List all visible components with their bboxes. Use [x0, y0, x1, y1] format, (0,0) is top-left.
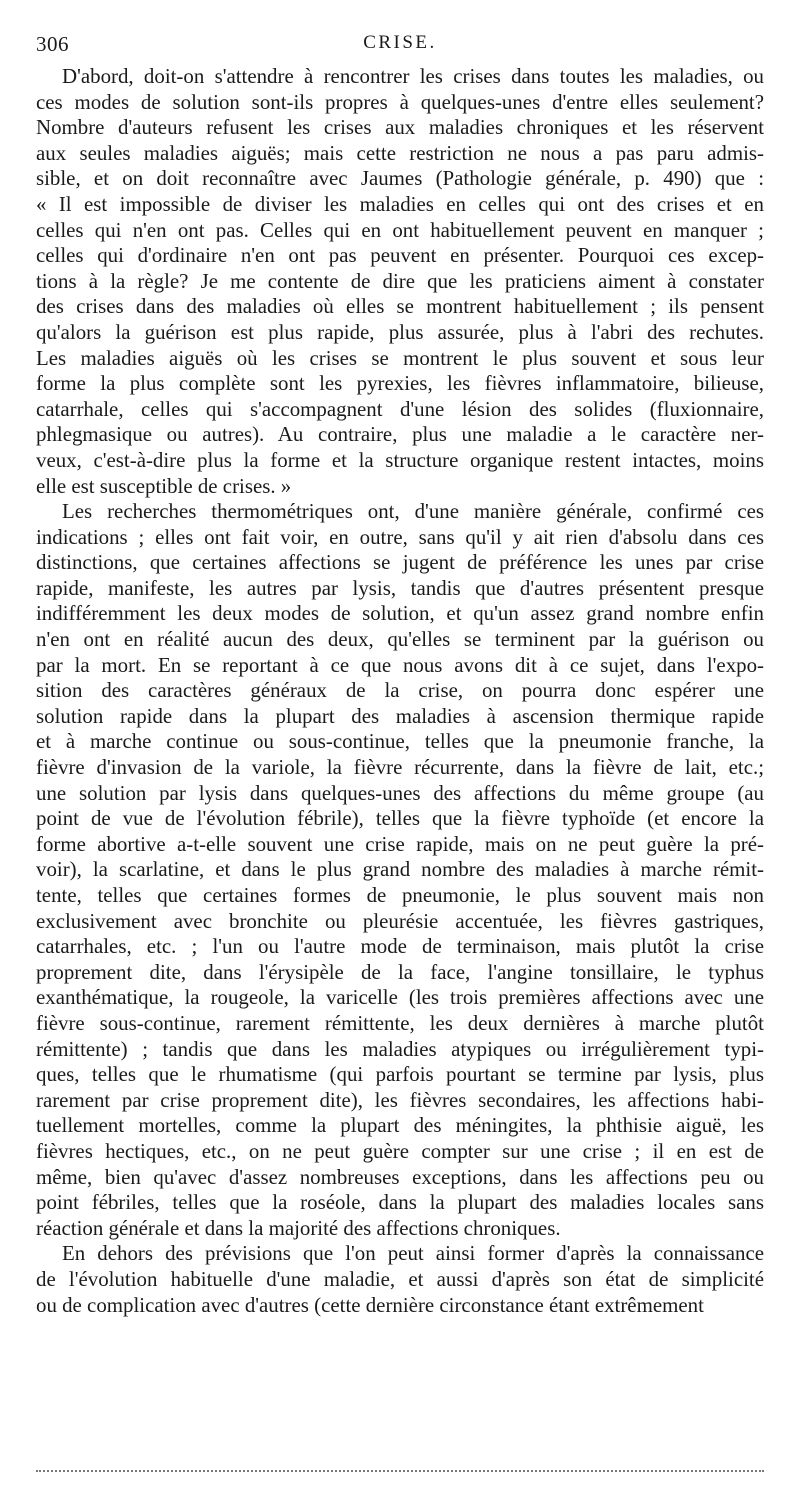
text-line: catarrhale, celles qui s'accompagnent d'une lésion des solides (fluxionnaire, — [36, 396, 764, 421]
paragraph — [36, 1241, 764, 1318]
text-line: veux, c'est-à-dire plus la forme et la structure organique restent intactes, moins — [36, 447, 764, 472]
text-line: rapide, manifeste, les autres par lysis, tandis que d'autres présentent presque — [36, 575, 764, 600]
body-text — [36, 64, 764, 1318]
text-line: tions à la règle? Je me contente de dire que les praticiens aiment à constater — [36, 268, 764, 293]
text-line: D'abord, doit-on s'attendre à rencontrer les crises dans toutes les maladies, ou — [62, 64, 764, 88]
footer-dotted-rule — [36, 1470, 764, 1472]
text-line: ques, telles que le rhumatisme (qui parfois pourtant se termine par lysis, plus — [36, 1062, 764, 1087]
text-line: Les recherches thermométriques ont, d'une manière générale, confirmé ces — [62, 499, 764, 524]
text-line: indications ; elles ont fait voir, en outre, sans qu'il y ait rien d'absolu dans ces — [36, 524, 764, 549]
text-line: des crises dans des maladies où elles se montrent habituellement ; ils pensent — [36, 294, 764, 319]
text-line: proprement dite, dans l'érysipèle de la face, l'angine tonsillaire, le typhus — [36, 959, 764, 984]
text-line: celles qui d'ordinaire n'en ont pas peuvent en présenter. Pourquoi ces excep- — [36, 243, 764, 268]
text-line: n'en ont en réalité aucun des deux, qu'elles se terminent par la guérison ou — [36, 627, 764, 652]
running-title: CRISE. — [363, 32, 437, 53]
text-line: forme la plus complète sont les pyrexies, les fièvres inflammatoire, bilieuse, — [36, 371, 764, 396]
text-line: catarrhales, etc. ; l'un ou l'autre mode de terminaison, mais plutôt la crise — [36, 934, 764, 959]
text-line: par la mort. En se reportant à ce que nous avons dit à ce sujet, dans l'expo- — [36, 652, 764, 677]
text-line: qu'alors la guérison est plus rapide, plus assurée, plus à l'abri des rechutes. — [36, 319, 764, 344]
text-line: de l'évolution habituelle d'une maladie, et aussi d'après son état de simplicité — [36, 1266, 764, 1291]
text-line: solution rapide dans la plupart des maladies à ascension thermique rapide — [36, 703, 764, 728]
text-line: fièvres hectiques, etc., on ne peut guère compter sur une crise ; il en est de — [36, 1138, 764, 1163]
paragraph — [36, 64, 764, 499]
text-line: une solution par lysis dans quelques-unes des affections du même groupe (au — [36, 780, 764, 805]
text-line: tuellement mortelles, comme la plupart des méningites, la phthisie aiguë, les — [36, 1113, 764, 1138]
text-line: même, bien qu'avec d'assez nombreuses exceptions, dans les affections peu ou — [36, 1164, 764, 1189]
paragraph — [36, 499, 764, 1241]
text-line: forme abortive a-t-elle souvent une crise rapide, mais on ne peut guère la pré- — [36, 831, 764, 856]
text-line: distinctions, que certaines affections se jugent de préférence les unes par crise — [36, 550, 764, 575]
text-line: point de vue de l'évolution fébrile), telles que la fièvre typhoïde (et encore la — [36, 806, 764, 831]
text-line: fièvre d'invasion de la variole, la fièvre récurrente, dans la fièvre de lait, etc.; — [36, 755, 764, 780]
text-line: elle est susceptible de crises. » — [36, 473, 292, 498]
text-line: sition des caractères généraux de la crise, on pourra donc espérer une — [36, 678, 764, 703]
text-line: rémittente) ; tandis que dans les maladies atypiques ou irrégulièrement typi- — [36, 1036, 764, 1061]
text-line: Les maladies aiguës où les crises se montrent le plus souvent et sous leur — [36, 345, 764, 370]
text-line: fièvre sous-continue, rarement rémittente, les deux dernières à marche plutôt — [36, 1010, 764, 1035]
text-line: et à marche continue ou sous-continue, telles que la pneumonie franche, la — [36, 729, 764, 754]
text-line: réaction générale et dans la majorité des affections chroniques. — [36, 1215, 561, 1240]
text-line: aux seules maladies aiguës; mais cette restriction ne nous a pas paru admis- — [36, 140, 764, 165]
text-line: indifféremment les deux modes de solution, et qu'un assez grand nombre enfin — [36, 601, 764, 626]
text-line: « Il est impossible de diviser les maladies en celles qui ont des crises et en — [36, 191, 764, 216]
text-line: exanthématique, la rougeole, la varicelle (les trois premières affections avec une — [36, 985, 764, 1010]
text-line: rarement par crise proprement dite), les fièvres secondaires, les affections habi- — [36, 1087, 764, 1112]
text-line: En dehors des prévisions que l'on peut ainsi former d'après la connaissance — [62, 1241, 764, 1266]
running-header — [36, 32, 764, 56]
text-line: point fébriles, telles que la roséole, dans la plupart des maladies locales sans — [36, 1190, 764, 1215]
text-line: tente, telles que certaines formes de pneumonie, le plus souvent mais non — [36, 883, 764, 907]
text-line: Nombre d'auteurs refusent les crises aux maladies chroniques et les réservent — [36, 115, 764, 140]
text-line: ces modes de solution sont-ils propres à quelques-unes d'entre elles seulement? — [36, 89, 764, 114]
text-line: celles qui n'en ont pas. Celles qui en ont habituellement peuvent en manquer ; — [36, 217, 764, 242]
text-line: exclusivement avec bronchite ou pleurésie accentuée, les fièvres gastriques, — [36, 908, 764, 933]
text-line: voir), la scarlatine, et dans le plus grand nombre des maladies à marche rémit- — [36, 857, 764, 882]
page-number: 306 — [36, 32, 69, 56]
text-line: sible, et on doit reconnaître avec Jaumes (Pathologie générale, p. 490) que : — [36, 166, 764, 191]
text-line: phlegmasique ou autres). Au contraire, plus une maladie a le caractère ner- — [36, 422, 764, 447]
text-line: ou de complication avec d'autres (cette dernière circonstance étant extrêmement — [36, 1292, 704, 1317]
